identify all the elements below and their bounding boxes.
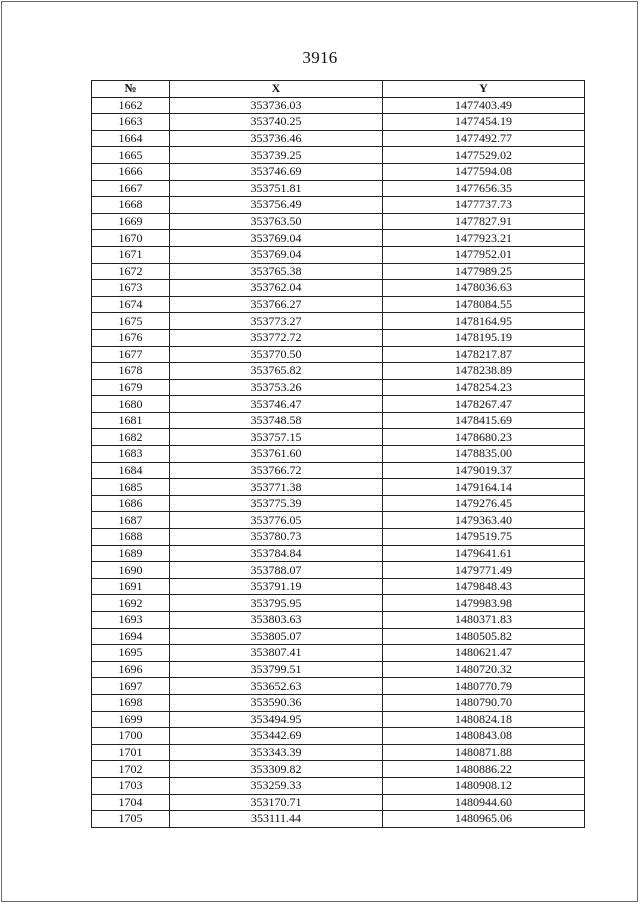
cell-y: 1478036.63 xyxy=(383,280,585,297)
cell-number: 1704 xyxy=(92,794,170,811)
table-row xyxy=(92,263,585,280)
cell-y: 1480790.70 xyxy=(383,694,585,711)
table-row xyxy=(92,744,585,761)
cell-y: 1477529.02 xyxy=(383,147,585,164)
table-row xyxy=(92,628,585,645)
cell-number: 1679 xyxy=(92,379,170,396)
cell-number: 1676 xyxy=(92,329,170,346)
cell-number: 1693 xyxy=(92,612,170,629)
cell-y: 1478084.55 xyxy=(383,296,585,313)
cell-x: 353259.33 xyxy=(170,777,383,794)
table-row xyxy=(92,363,585,380)
cell-y: 1478835.00 xyxy=(383,446,585,463)
cell-x: 353442.69 xyxy=(170,728,383,745)
cell-y: 1479983.98 xyxy=(383,595,585,612)
table-row xyxy=(92,329,585,346)
cell-number: 1685 xyxy=(92,479,170,496)
cell-number: 1665 xyxy=(92,147,170,164)
cell-x: 353771.38 xyxy=(170,479,383,496)
table-row xyxy=(92,163,585,180)
cell-x: 353736.46 xyxy=(170,130,383,147)
cell-number: 1705 xyxy=(92,811,170,828)
cell-number: 1687 xyxy=(92,512,170,529)
table-row xyxy=(92,213,585,230)
cell-y: 1477454.19 xyxy=(383,114,585,131)
table-row xyxy=(92,197,585,214)
cell-number: 1664 xyxy=(92,130,170,147)
cell-x: 353788.07 xyxy=(170,562,383,579)
cell-y: 1479771.49 xyxy=(383,562,585,579)
cell-number: 1678 xyxy=(92,363,170,380)
cell-number: 1684 xyxy=(92,462,170,479)
cell-y: 1480843.08 xyxy=(383,728,585,745)
table-row xyxy=(92,396,585,413)
table-row xyxy=(92,794,585,811)
cell-x: 353799.51 xyxy=(170,661,383,678)
table-row xyxy=(92,612,585,629)
cell-x: 353652.63 xyxy=(170,678,383,695)
cell-x: 353780.73 xyxy=(170,529,383,546)
cell-number: 1671 xyxy=(92,246,170,263)
cell-y: 1478164.95 xyxy=(383,313,585,330)
table-row xyxy=(92,429,585,446)
cell-y: 1478254.23 xyxy=(383,379,585,396)
cell-y: 1480720.32 xyxy=(383,661,585,678)
table-row xyxy=(92,529,585,546)
cell-number: 1692 xyxy=(92,595,170,612)
cell-number: 1697 xyxy=(92,678,170,695)
table-row xyxy=(92,661,585,678)
cell-y: 1478680.23 xyxy=(383,429,585,446)
cell-x: 353762.04 xyxy=(170,280,383,297)
table-body xyxy=(92,97,585,827)
cell-y: 1480621.47 xyxy=(383,645,585,662)
cell-number: 1662 xyxy=(92,97,170,114)
cell-x: 353766.72 xyxy=(170,462,383,479)
table-row xyxy=(92,346,585,363)
cell-y: 1477492.77 xyxy=(383,130,585,147)
cell-y: 1479363.40 xyxy=(383,512,585,529)
table-row xyxy=(92,280,585,297)
cell-x: 353772.72 xyxy=(170,329,383,346)
cell-y: 1480944.60 xyxy=(383,794,585,811)
cell-number: 1690 xyxy=(92,562,170,579)
cell-x: 353170.71 xyxy=(170,794,383,811)
cell-x: 353805.07 xyxy=(170,628,383,645)
table-row xyxy=(92,512,585,529)
cell-x: 353765.38 xyxy=(170,263,383,280)
cell-number: 1667 xyxy=(92,180,170,197)
cell-y: 1477827.91 xyxy=(383,213,585,230)
cell-number: 1702 xyxy=(92,761,170,778)
cell-x: 353763.50 xyxy=(170,213,383,230)
cell-x: 353309.82 xyxy=(170,761,383,778)
table-row xyxy=(92,313,585,330)
cell-number: 1675 xyxy=(92,313,170,330)
cell-x: 353769.04 xyxy=(170,246,383,263)
cell-number: 1663 xyxy=(92,114,170,131)
cell-x: 353775.39 xyxy=(170,495,383,512)
cell-y: 1479641.61 xyxy=(383,545,585,562)
cell-x: 353769.04 xyxy=(170,230,383,247)
cell-y: 1477656.35 xyxy=(383,180,585,197)
cell-x: 353795.95 xyxy=(170,595,383,612)
cell-x: 353791.19 xyxy=(170,578,383,595)
cell-y: 1480908.12 xyxy=(383,777,585,794)
cell-x: 353746.47 xyxy=(170,396,383,413)
cell-x: 353761.60 xyxy=(170,446,383,463)
cell-y: 1479519.75 xyxy=(383,529,585,546)
cell-y: 1479164.14 xyxy=(383,479,585,496)
cell-number: 1669 xyxy=(92,213,170,230)
table-row xyxy=(92,777,585,794)
cell-number: 1695 xyxy=(92,645,170,662)
cell-number: 1670 xyxy=(92,230,170,247)
table-row xyxy=(92,761,585,778)
page-number: 3916 xyxy=(302,48,338,67)
cell-number: 1696 xyxy=(92,661,170,678)
cell-number: 1699 xyxy=(92,711,170,728)
cell-number: 1694 xyxy=(92,628,170,645)
cell-number: 1703 xyxy=(92,777,170,794)
column-header-y: Y xyxy=(383,81,585,98)
coordinates-table xyxy=(91,80,585,828)
cell-y: 1480505.82 xyxy=(383,628,585,645)
cell-x: 353111.44 xyxy=(170,811,383,828)
cell-x: 353343.39 xyxy=(170,744,383,761)
cell-number: 1688 xyxy=(92,529,170,546)
cell-x: 353766.27 xyxy=(170,296,383,313)
cell-number: 1681 xyxy=(92,412,170,429)
cell-y: 1480371.83 xyxy=(383,612,585,629)
table-row xyxy=(92,562,585,579)
cell-number: 1672 xyxy=(92,263,170,280)
cell-y: 1478195.19 xyxy=(383,329,585,346)
cell-number: 1674 xyxy=(92,296,170,313)
cell-number: 1700 xyxy=(92,728,170,745)
cell-y: 1477737.73 xyxy=(383,197,585,214)
table-row xyxy=(92,147,585,164)
cell-y: 1480824.18 xyxy=(383,711,585,728)
cell-y: 1480871.88 xyxy=(383,744,585,761)
cell-number: 1691 xyxy=(92,578,170,595)
cell-x: 353740.25 xyxy=(170,114,383,131)
cell-y: 1477923.21 xyxy=(383,230,585,247)
cell-x: 353757.15 xyxy=(170,429,383,446)
table-row xyxy=(92,645,585,662)
table-row xyxy=(92,711,585,728)
cell-number: 1677 xyxy=(92,346,170,363)
cell-y: 1477594.08 xyxy=(383,163,585,180)
table-row xyxy=(92,180,585,197)
table-row xyxy=(92,97,585,114)
column-header-x: X xyxy=(170,81,383,98)
cell-y: 1478415.69 xyxy=(383,412,585,429)
cell-x: 353803.63 xyxy=(170,612,383,629)
cell-y: 1477952.01 xyxy=(383,246,585,263)
table-row xyxy=(92,728,585,745)
table-row xyxy=(92,595,585,612)
cell-number: 1689 xyxy=(92,545,170,562)
table-row xyxy=(92,412,585,429)
cell-y: 1477403.49 xyxy=(383,97,585,114)
cell-y: 1480770.79 xyxy=(383,678,585,695)
table-header-row xyxy=(92,81,585,98)
cell-x: 353773.27 xyxy=(170,313,383,330)
cell-x: 353753.26 xyxy=(170,379,383,396)
cell-x: 353736.03 xyxy=(170,97,383,114)
cell-x: 353770.50 xyxy=(170,346,383,363)
column-header-number: № xyxy=(92,81,170,98)
cell-x: 353776.05 xyxy=(170,512,383,529)
cell-number: 1668 xyxy=(92,197,170,214)
cell-y: 1477989.25 xyxy=(383,263,585,280)
table-row xyxy=(92,545,585,562)
table-row xyxy=(92,379,585,396)
table-row xyxy=(92,230,585,247)
cell-y: 1480965.06 xyxy=(383,811,585,828)
cell-x: 353765.82 xyxy=(170,363,383,380)
cell-x: 353748.58 xyxy=(170,412,383,429)
cell-y: 1478267.47 xyxy=(383,396,585,413)
table-row xyxy=(92,578,585,595)
cell-number: 1682 xyxy=(92,429,170,446)
cell-y: 1478238.89 xyxy=(383,363,585,380)
cell-x: 353756.49 xyxy=(170,197,383,214)
table-row xyxy=(92,114,585,131)
cell-x: 353807.41 xyxy=(170,645,383,662)
table-row xyxy=(92,495,585,512)
cell-number: 1683 xyxy=(92,446,170,463)
table-row xyxy=(92,296,585,313)
cell-y: 1480886.22 xyxy=(383,761,585,778)
cell-number: 1680 xyxy=(92,396,170,413)
cell-number: 1686 xyxy=(92,495,170,512)
cell-x: 353590.36 xyxy=(170,694,383,711)
cell-y: 1479276.45 xyxy=(383,495,585,512)
table-row xyxy=(92,811,585,828)
cell-number: 1666 xyxy=(92,163,170,180)
cell-x: 353739.25 xyxy=(170,147,383,164)
cell-x: 353751.81 xyxy=(170,180,383,197)
table-row xyxy=(92,694,585,711)
cell-x: 353746.69 xyxy=(170,163,383,180)
cell-y: 1478217.87 xyxy=(383,346,585,363)
cell-x: 353494.95 xyxy=(170,711,383,728)
table-row xyxy=(92,462,585,479)
table-row xyxy=(92,678,585,695)
cell-number: 1698 xyxy=(92,694,170,711)
table-row xyxy=(92,479,585,496)
cell-y: 1479019.37 xyxy=(383,462,585,479)
table-row xyxy=(92,446,585,463)
cell-y: 1479848.43 xyxy=(383,578,585,595)
table-row xyxy=(92,130,585,147)
cell-number: 1673 xyxy=(92,280,170,297)
cell-x: 353784.84 xyxy=(170,545,383,562)
cell-number: 1701 xyxy=(92,744,170,761)
table-row xyxy=(92,246,585,263)
